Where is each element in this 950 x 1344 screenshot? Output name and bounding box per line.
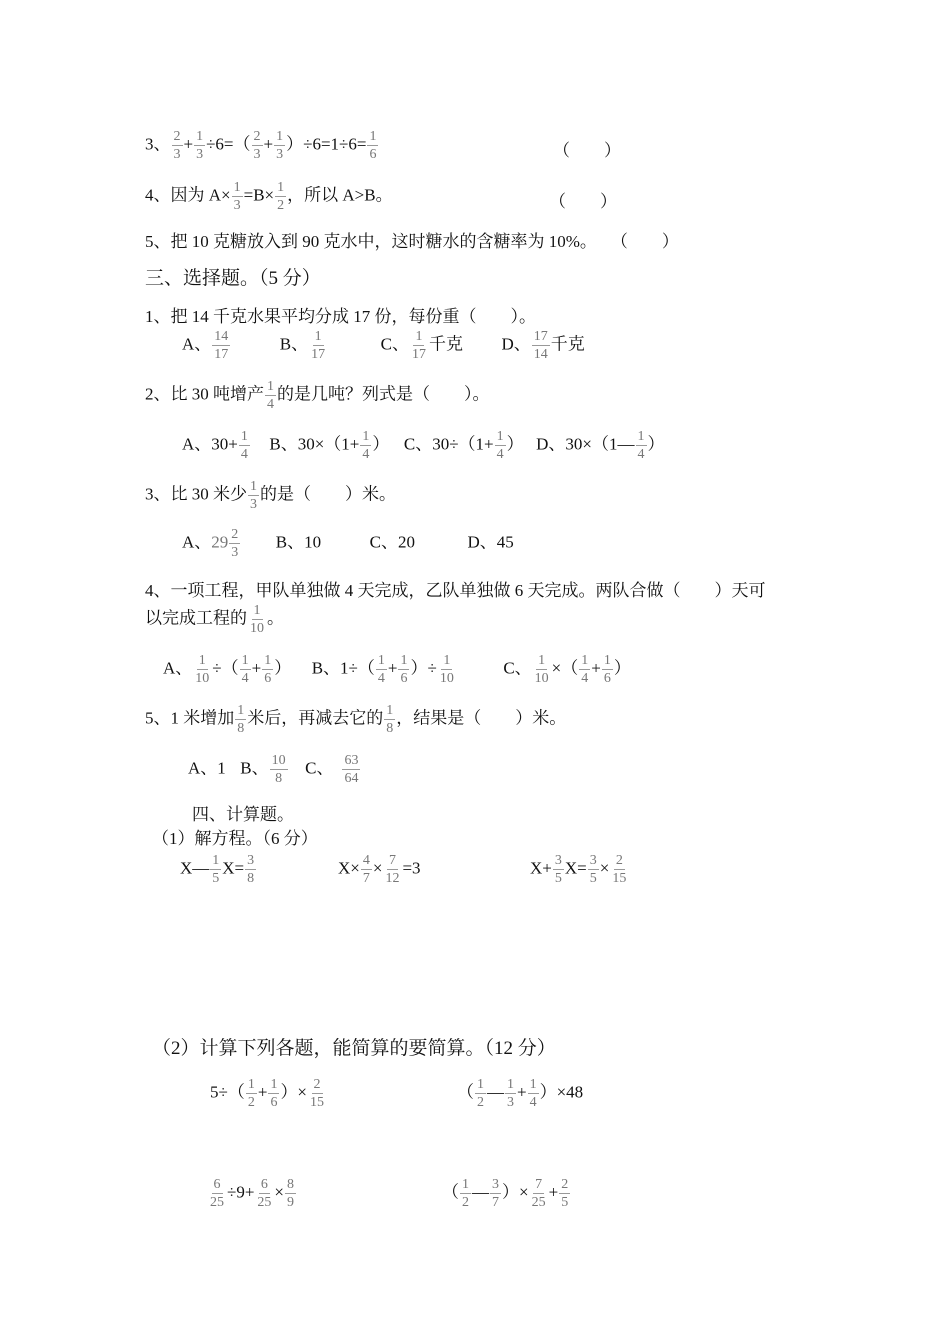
fraction-numerator: 1 [400,653,408,668]
fraction-denominator: 17 [311,347,326,362]
fraction [384,702,395,737]
calc-1: 5÷（ $\frac{1}{2}$ + $\frac{1}{6}$ ）× $\frac{2}{15}$ [210,1077,325,1110]
fraction-denominator: 4 [637,447,645,462]
subsection-title: （1）解方程。（6 分） [152,829,318,848]
fraction [212,328,230,363]
choice-q5: 5、1 米增加 $\frac{1}{8}$ 米后，再减去它的 $\frac{1}{8}$ ，结果是（ ）米。 [145,703,567,736]
choice-q3: 3、比 30 米少 $\frac{1}{3}$ 的是（ ）米。 [145,479,396,512]
fraction [383,852,401,887]
fraction [490,1176,501,1211]
equation-2: X× $\frac{4}{7}$ × $\frac{7}{12}$ =3 [338,853,421,886]
fraction-numerator: 2 [173,129,181,144]
calc-4: （ $\frac{1}{2}$ — $\frac{3}{7}$ ）× $\frac{7}{25}$ + $\frac{2}{5}$ [442,1177,569,1210]
fraction-numerator: 1 [529,1077,537,1092]
fraction [460,1176,471,1211]
equation-1: X— $\frac{1}{5}$ X= $\frac{3}{8}$ [180,853,255,886]
fraction-numerator: 1 [637,429,645,444]
fraction-denominator: 3 [231,545,239,560]
section-title: 三、选择题。（5 分） [145,268,321,289]
fraction-numerator: 1 [198,653,206,668]
fraction-numerator: 1 [362,429,370,444]
fraction [602,652,613,687]
fraction [245,852,256,887]
equation-3: X+ $\frac{3}{5}$ X= $\frac{3}{5}$ × $\frac{2}{15}$ [530,853,627,886]
fraction-denominator: 4 [496,447,504,462]
fraction [268,1076,279,1111]
fraction [308,1076,326,1111]
fraction [252,128,263,163]
fraction-numerator: 1 [477,1077,484,1092]
fraction-numerator: 2 [231,527,239,542]
fraction [579,652,590,687]
fraction-numerator: 6 [260,1177,268,1192]
fraction-denominator: 8 [275,771,283,786]
fraction-denominator: 2 [462,1195,469,1210]
fraction [246,1076,257,1111]
fraction [194,128,205,163]
judge-q3: 3、 $\frac{2}{3}$ + $\frac{1}{3}$ ÷6=（ $\frac{2}{3}$ + $\frac{1}{3}$ ）÷6=1÷6= $\frac{1}{6}$ [145,129,377,162]
fraction-denominator: 5 [561,1195,569,1210]
fraction [610,852,628,887]
fraction [265,378,276,413]
fraction-numerator: 1 [196,129,204,144]
fraction-numerator: 2 [313,1077,321,1092]
fraction [495,428,506,463]
fraction-denominator: 8 [386,721,394,736]
fraction-denominator: 6 [400,671,408,686]
fraction [193,652,211,687]
fraction [410,328,428,363]
fraction-numerator: 1 [277,180,285,195]
fraction [367,128,378,163]
fraction-numerator: 1 [267,379,274,394]
fraction [528,1076,539,1111]
fraction [530,1176,548,1211]
fraction-denominator: 6 [369,147,377,162]
fraction-denominator: 3 [253,147,261,162]
fraction-numerator: 7 [535,1177,543,1192]
fraction-denominator: 8 [247,871,255,886]
fraction-denominator: 10 [439,671,454,686]
fraction-numerator: 1 [386,703,394,718]
fraction-numerator: 1 [237,703,245,718]
fraction-denominator: 6 [264,671,272,686]
fraction-numerator: 8 [287,1177,295,1192]
fraction-denominator: 6 [270,1095,278,1110]
fraction-denominator: 12 [385,871,400,886]
fraction-numerator: 3 [589,853,597,868]
fraction [636,428,647,463]
fraction [505,1076,516,1111]
fraction-denominator: 2 [247,1095,255,1110]
fraction [270,752,288,787]
fraction-numerator: 3 [492,1177,499,1192]
fraction-denominator: 10 [195,671,210,686]
fraction [275,179,286,214]
fraction-numerator: 1 [276,129,284,144]
answer-paren[interactable]: （ ） [610,232,679,251]
fraction-denominator: 4 [267,397,274,412]
fraction-numerator: 3 [554,853,562,868]
fraction-denominator: 4 [362,447,370,462]
fraction [210,852,221,887]
choice-q3-options: A、29 $\frac{2}{3}$ B、10 C、20 D、45 [182,527,514,560]
fraction [285,1176,296,1211]
fraction [208,1176,226,1211]
fraction [533,652,551,687]
fraction [248,478,259,513]
fraction-denominator: 25 [531,1195,546,1210]
fraction [240,652,251,687]
fraction [360,428,371,463]
calc-2: （ $\frac{1}{2}$ — $\frac{1}{3}$ + $\frac{1}{4}$ ）×48 [457,1077,584,1110]
fraction-numerator: 14 [214,329,229,344]
fraction [248,602,266,637]
fraction-numerator: 1 [581,653,589,668]
fraction-numerator: 2 [561,1177,569,1192]
fraction-numerator: 1 [507,1077,514,1092]
fraction-numerator: 1 [603,653,611,668]
subsection-title: （2）计算下列各题，能简算的要简算。（12 分） [152,1038,556,1059]
fraction-denominator: 4 [581,671,589,686]
fraction-numerator: 1 [369,129,377,144]
judge-q4: 4、因为 A× $\frac{1}{3}$ =B× $\frac{1}{2}$ ，所以 A>B。 [145,180,393,213]
fraction-numerator: 10 [271,753,286,768]
fraction-denominator: 4 [240,447,248,462]
fraction-numerator: 1 [462,1177,469,1192]
fraction-numerator: 1 [240,429,248,444]
fraction [235,702,246,737]
fraction-denominator: 4 [241,671,249,686]
fraction-denominator: 9 [287,1195,295,1210]
fraction-numerator: 1 [496,429,504,444]
fraction-denominator: 25 [257,1195,272,1210]
choice-q2: 2、比 30 吨增产 $\frac{1}{4}$ 的是几吨？列式是（ ）。 [145,379,490,412]
fraction [309,328,327,363]
fraction-numerator: 1 [247,1077,255,1092]
fraction-numerator: 2 [253,129,261,144]
fraction-numerator: 1 [212,853,220,868]
section-title: 四、计算题。 [192,805,294,824]
fraction-denominator: 5 [589,871,597,886]
fraction-denominator: 15 [310,1095,325,1110]
fraction-denominator: 2 [477,1095,484,1110]
fraction-denominator: 7 [492,1195,499,1210]
fraction [532,328,550,363]
fraction-numerator: 1 [253,603,261,618]
fraction-denominator: 3 [507,1095,514,1110]
fraction-denominator: 3 [196,147,204,162]
fraction-numerator: 1 [538,653,546,668]
fraction-numerator: 3 [247,853,255,868]
fraction [361,852,372,887]
fraction [376,652,387,687]
fraction-denominator: 14 [533,347,548,362]
fraction-denominator: 25 [210,1195,224,1210]
fraction-denominator: 17 [411,347,426,362]
fraction [255,1176,273,1211]
fraction-numerator: 1 [270,1077,278,1092]
fraction-denominator: 10 [534,671,549,686]
fraction-denominator: 3 [233,198,241,213]
fraction [274,128,285,163]
fraction-denominator: 4 [377,671,385,686]
fraction-denominator: 17 [214,347,229,362]
fraction-denominator: 5 [212,871,220,886]
fraction [342,752,360,787]
fraction-denominator: 3 [173,147,181,162]
fraction [262,652,273,687]
answer-paren[interactable]: （ ） [553,141,621,160]
fraction-denominator: 2 [277,198,285,213]
fraction [229,526,240,561]
fraction-denominator: 3 [276,147,284,162]
fraction-numerator: 1 [250,479,257,494]
fraction-denominator: 5 [554,871,562,886]
fraction-numerator: 1 [377,653,385,668]
fraction-numerator: 1 [415,329,423,344]
fraction-denominator: 4 [529,1095,537,1110]
fraction-numerator: 1 [233,180,241,195]
fraction [553,852,564,887]
fraction-denominator: 8 [237,721,245,736]
choice-q2-options: A、30+ $\frac{1}{4}$ B、30×（1+ $\frac{1}{4}$ ） C、30÷（1+ $\frac{1}{4}$ ） D、30×（1— $\frac{1}{4}$ ） [182,429,665,462]
judge-q5: 5、把 10 克糖放入到 90 克水中，这时糖水的含糖率为 10%。 （ ） [145,232,679,251]
choice-q4-line2: 以完成工程的 $\frac{1}{10}$ 。 [145,603,284,636]
fraction-denominator: 7 [362,871,370,886]
fraction [232,179,243,214]
fraction-numerator: 1 [241,653,249,668]
answer-paren[interactable]: （ ） [549,192,617,211]
choice-q1-options: A、 $\frac{14}{17}$ B、 $\frac{1}{17}$ C、 $\frac{1}{17}$ 千克 D、 $\frac{17}{14}$ 千克 [182,329,585,362]
fraction-denominator: 15 [612,871,627,886]
fraction [588,852,599,887]
fraction [398,652,409,687]
choice-q1: 1、把 14 千克水果平均分成 17 份，每份重（ ）。 [145,307,536,326]
fraction [239,428,250,463]
choice-q5-options: A、1 B、 $\frac{10}{8}$ C、 $\frac{63}{64}$ [188,753,359,786]
fraction-denominator: 6 [603,671,611,686]
choice-q4-options: A、 $\frac{1}{10}$ ÷（ $\frac{1}{4}$ + $\frac{1}{6}$ ） B、1÷（ $\frac{1}{4}$ + $\frac{1}{6}$ ）÷ $\frac{1}{10}$ C、 $\frac{1}{10}$ ×（ $\frac{1}{4}$ + $\frac{1}{6}$ ） [163,653,631,686]
fraction [172,128,183,163]
fraction [438,652,456,687]
calc-3: $\frac{6}{25}$ ÷9+ $\frac{6}{25}$ × $\frac{8}{9}$ [210,1177,295,1210]
fraction-numerator: 17 [533,329,548,344]
fraction-numerator: 1 [314,329,322,344]
fraction-numerator: 1 [443,653,451,668]
fraction-denominator: 10 [250,621,264,636]
fraction [559,1176,570,1211]
fraction-denominator: 3 [250,497,257,512]
fraction-numerator: 7 [388,853,396,868]
choice-q4-line1: 4、一项工程，甲队单独做 4 天完成，乙队单独做 6 天完成。两队合做（ ）天可 [145,581,766,600]
fraction-numerator: 4 [362,853,370,868]
fraction-numerator: 6 [213,1177,221,1192]
fraction [475,1076,486,1111]
fraction-numerator: 63 [344,753,359,768]
fraction-numerator: 2 [615,853,623,868]
fraction-denominator: 64 [344,771,359,786]
fraction-numerator: 1 [264,653,272,668]
